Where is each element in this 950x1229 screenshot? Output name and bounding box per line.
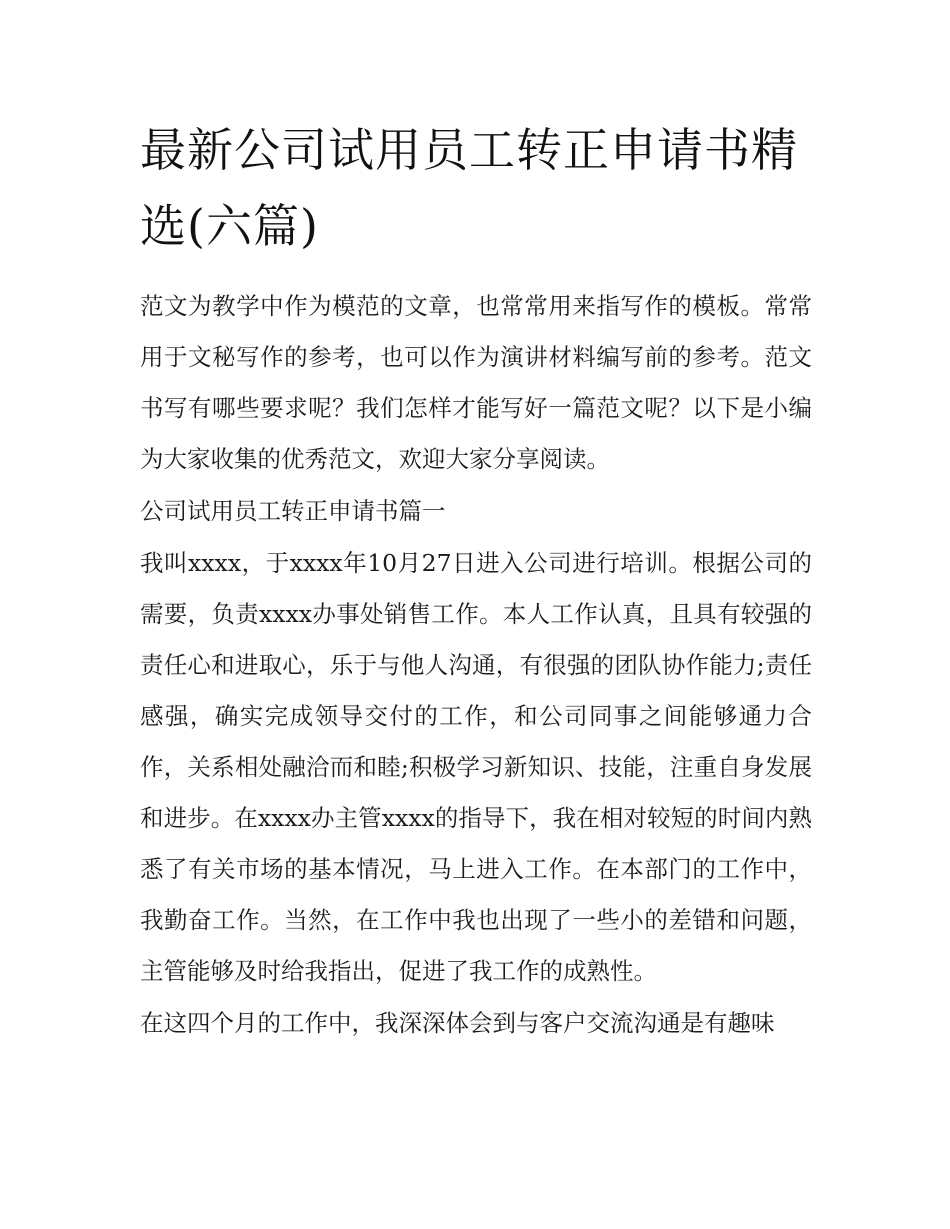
section-heading: 公司试用员工转正申请书篇一 — [140, 497, 446, 525]
body-paragraph-1: 我叫xxxx，于xxxx年10月27日进入公司进行培训。根据公司的需要，负责xxxx办事处销售工作。本人工作认真，且具有较强的责任心和进取心，乐于与他人沟通，有很强的团队协作能力;责任感强，确实完成领导交付的工作，和公司同事之间能够通力合作，关系相处融洽而和睦;积极学习新知识、技能，注重自身发展和进步。在xxxx办主管xxxx的指导下，我在相对较短的时间内熟悉了有关市场的基本情况，马上进入工作。在本部门的工作中，我勤奋工作。当然，在工作中我也出现了一些小的差错和问题，主管能够及时给我指出，促进了我工作的成熟性。 — [140, 549, 812, 985]
body-paragraph-2: 在这四个月的工作中，我深深体会到与客户交流沟通是有趣味 — [140, 1009, 775, 1037]
document-body — [140, 281, 812, 1049]
intro-paragraph: 范文为教学中作为模范的文章，也常常用来指写作的模板。常常用于文秘写作的参考，也可以作为演讲材料编写前的参考。范文书写有哪些要求呢？我们怎样才能写好一篇范文呢？以下是小编为大家收集的优秀范文，欢迎大家分享阅读。 — [140, 292, 812, 473]
document-title: 最新公司试用员工转正申请书精选(六篇) — [140, 123, 798, 253]
